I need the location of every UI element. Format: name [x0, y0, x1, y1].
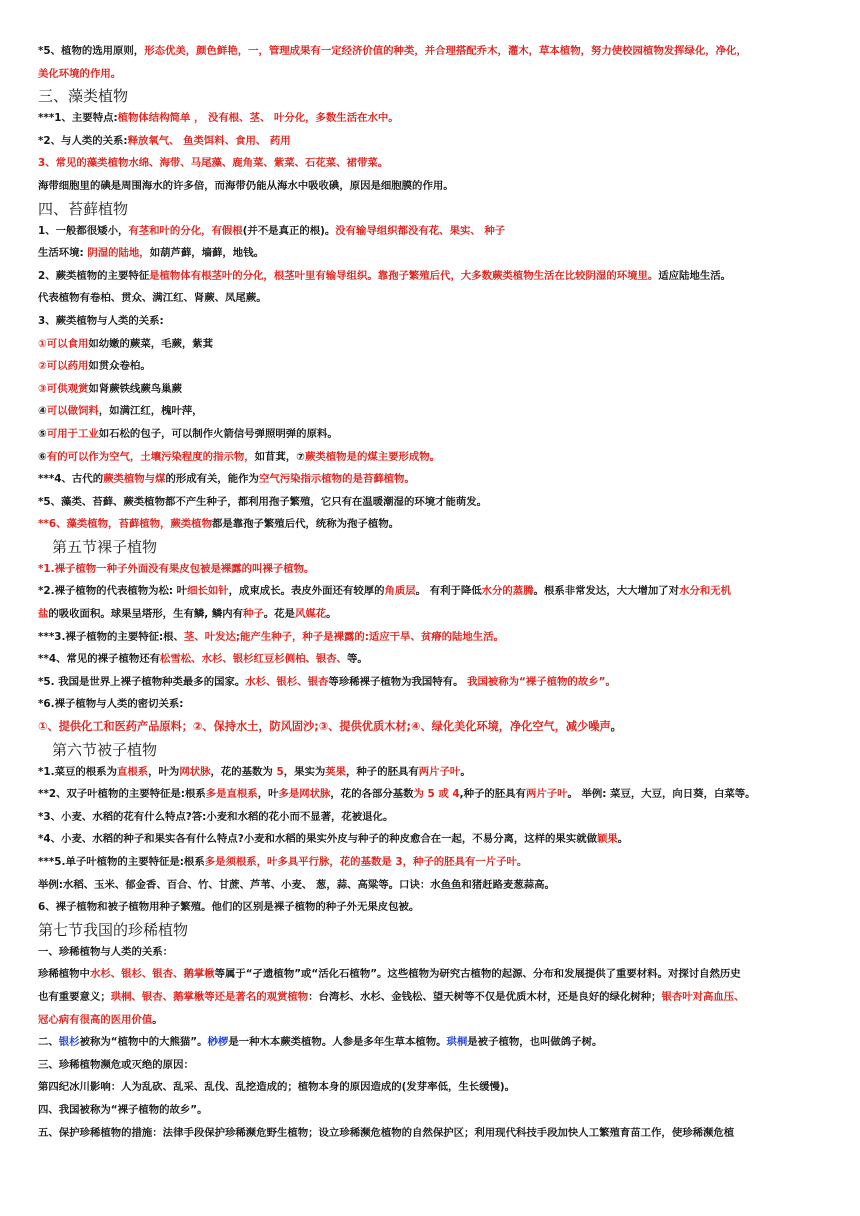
highlight-red-text: 水分的蒸腾 — [481, 585, 534, 598]
highlight-red-text: 银杏叶对高血压、 — [661, 990, 745, 1003]
text-line — [38, 378, 818, 401]
text-line — [38, 851, 818, 874]
plain-text: ，成束成长。表皮外面还有较厚的 — [228, 585, 385, 598]
text-line — [38, 1031, 818, 1054]
plain-text: *2、与人类的关系: — [38, 134, 128, 147]
plain-text: 。 举例: 菜豆，大豆，向日葵，白菜等。 — [567, 788, 756, 801]
plain-text: 等属于“孑遗植物”或“活化石植物”。这些植物为研究古植物的起源、分布和发展提供了重要材料。对探讨自然历史 — [214, 968, 741, 981]
highlight-red-text: 水杉、银杉、银杏、鹅掌楸 — [89, 968, 215, 981]
plain-text: ⑥ — [38, 450, 47, 463]
plain-text: ，如满江红，槐叶萍， — [98, 405, 203, 418]
text-line — [38, 63, 818, 86]
plain-text: 第七节我国的珍稀植物 — [38, 920, 189, 939]
highlight-red-text: 我国被称为“裸子植物的故乡”。 — [467, 675, 616, 688]
highlight-red-text: 空气污染指示植物的是苔藓植物。 — [258, 473, 415, 486]
highlight-red-text: 释放氧气、 鱼类饵料、食用、 药用 — [127, 134, 291, 147]
highlight-red-text: 水分和无机 — [679, 585, 732, 598]
text-line — [38, 400, 818, 423]
highlight-red-text: 有茎和叶的分化，有假根 — [128, 224, 243, 237]
text-line — [38, 963, 818, 986]
text-line — [38, 896, 818, 919]
highlight-red-text: ①、提供化工和医药产品原料；②、保持水土，防风固沙;③、提供优质木材;④、绿化美化环境，净化空气，减少噪声 — [38, 720, 611, 734]
plain-text: 五、保护珍稀植物的措施：法律手段保护珍稀濒危野生植物；设立珍稀濒危植物的自然保护区；利用现代科技手段加快人工繁殖育苗工作，使珍稀濒危植 — [38, 1126, 735, 1139]
document-body — [38, 40, 818, 1144]
plain-text: 等珍稀裸子植物为我国特有。 — [328, 675, 468, 688]
plain-text: 是被子植物，也叫做鸽子树。 — [467, 1036, 603, 1049]
highlight-red-text: 3、常见的藻类植物水绵、海带、马尾藻、鹿角菜、紫菜、石花菜、裙带菜。 — [38, 157, 389, 170]
plain-text: 三、藻类植物 — [38, 87, 129, 106]
plain-text: 3、蕨类植物与人类的关系: — [38, 314, 164, 327]
highlight-red-text: 可以做饲料 — [46, 405, 99, 418]
plain-text: 第五节裸子植物 — [52, 537, 158, 556]
plain-text: ，花的各部分基数 — [330, 788, 414, 801]
highlight-red-text: 颖果 — [597, 833, 618, 846]
highlight-red-text: 蕨类植物是的煤主要形成物。 — [305, 450, 441, 463]
plain-text: ，花的基数为 — [210, 765, 277, 778]
plain-text: *6.裸子植物与人类的密切关系: — [38, 698, 184, 711]
plain-text: ***3.裸子植物的主要特征:根、 — [38, 630, 184, 643]
plain-text: ：台湾杉、水杉、金钱松、望天树等不仅是优质木材，还是良好的绿化树种； — [308, 990, 662, 1003]
plain-text: 。 — [460, 765, 471, 778]
plain-text: ，果实为 — [283, 765, 326, 778]
plain-text: 珍稀植物中 — [38, 968, 90, 981]
plain-text: *5、藻类、苔藓、蕨类植物都不产生种子，都利用孢子繁殖，它只有在温暖潮湿的环境才能萌发。 — [38, 495, 488, 508]
plain-text: 如苜萁，⑦ — [254, 450, 305, 463]
plain-text: 。 — [610, 720, 622, 734]
text-line — [38, 220, 818, 243]
plain-text: *4、小麦、水稻的种子和果实各有什么特点?小麦和水稻的果实外皮与种子的种皮愈合在一起，不易分离，这样的果实就做 — [38, 833, 597, 846]
plain-text: *3、小麦、水稻的花有什么特点?答:小麦和水稻的花小而不显著，花被退化。 — [38, 810, 394, 823]
highlight-red-text: 种子 — [243, 608, 264, 621]
text-line — [38, 130, 818, 153]
text-line — [38, 783, 818, 806]
text-line — [38, 310, 818, 333]
highlight-red-text: 没有输导组织都没有花、果实、 种子 — [335, 224, 506, 237]
text-line — [38, 671, 818, 694]
plain-text: 6、裸子植物和被子植物用种子繁殖。他们的区别是裸子植物的种子外无果皮包被。 — [38, 901, 420, 914]
highlight-red-text: 是植物体有根茎叶的分化，根茎叶里有输导组织。靠孢子繁殖后代，大多数蕨类植物生活在比较阴湿的环境里。 — [149, 269, 659, 282]
text-line — [38, 107, 818, 130]
plain-text: 如石松的包子，可以制作火箭信号弹照明弹的原料。 — [98, 427, 338, 440]
plain-text: 三、珍稀植物濒危或灭绝的原因： — [38, 1058, 194, 1071]
text-line — [38, 1009, 818, 1032]
plain-text: 被称为“植物中的大熊猫”。 — [79, 1036, 208, 1049]
text-line — [38, 333, 818, 356]
text-line — [38, 175, 818, 198]
highlight-blue-text: 银杉 — [58, 1036, 80, 1049]
plain-text: 。 有利于降低 — [415, 585, 482, 598]
text-line — [38, 491, 818, 514]
highlight-red-text: 两片子叶 — [418, 765, 461, 778]
plain-text: 四、苔藓植物 — [38, 199, 129, 218]
plain-text: 都是靠孢子繁殖后代，统称为孢子植物。 — [211, 518, 399, 531]
plain-text: *1.菜豆的根系为 — [38, 765, 117, 778]
highlight-red-text: ①可以食用 — [38, 337, 89, 350]
highlight-red-text: 形态优美，颜色鲜艳，一，管理成果有一定经济价值的种类，并合理搭配乔木，灌木，草本植物，努力使校园植物发挥绿化，净化， — [144, 45, 747, 57]
highlight-red-text: 植物体结构简单 ， 没有根、茎、 叶分化，多数生活在水中。 — [117, 112, 399, 125]
text-line — [38, 1076, 818, 1099]
text-line — [38, 941, 818, 964]
plain-text: ，种子的胚具有 — [346, 765, 419, 778]
text-line — [38, 265, 818, 288]
text-line — [38, 242, 818, 265]
highlight-red-text: 两片子叶 — [525, 788, 568, 801]
highlight-red-text: 为 5 或 4 — [413, 788, 460, 801]
text-line — [38, 603, 818, 626]
plain-text: 。根系非常发达，大大增加了对 — [533, 585, 680, 598]
plain-text: 代表植物有卷柏、贯众、满江红、肾蕨、凤尾蕨。 — [38, 292, 267, 305]
section-heading — [38, 739, 818, 761]
highlight-red-text: 细长如针 — [187, 585, 229, 598]
plain-text: *2.裸子植物的代表植物为松: 叶 — [38, 585, 188, 598]
plain-text: ***4、古代的 — [38, 473, 104, 486]
text-line — [38, 558, 818, 581]
plain-text: 。 — [617, 833, 629, 846]
highlight-red-text: 多是网状脉 — [278, 788, 331, 801]
highlight-red-text: 直根系 — [116, 765, 149, 778]
text-line — [38, 513, 818, 536]
text-line — [38, 580, 818, 603]
text-line — [38, 693, 818, 716]
plain-text: 1、一般都很矮小， — [38, 224, 129, 237]
plain-text: 第六节被子植物 — [52, 740, 158, 759]
highlight-red-text: 可用于工业 — [46, 427, 99, 440]
plain-text: ④ — [38, 405, 47, 418]
highlight-red-text: 茎、叶发达;能产生种子，种子是裸露的:适应干旱、贫瘠的陆地生活。 — [183, 630, 504, 643]
plain-text: 也有重要意义； — [38, 990, 111, 1003]
text-line — [38, 716, 818, 739]
plain-text: 如葫芦藓，墙藓，地钱。 — [149, 247, 264, 260]
text-line — [38, 423, 818, 446]
plain-text: 。花是 — [263, 608, 295, 621]
plain-text: ***5.单子叶植物的主要特征是:根系 — [38, 856, 205, 868]
highlight-red-text: *1.裸子植物一种子外面没有果皮包被是裸露的叫裸子植物。 — [38, 562, 315, 575]
highlight-red-text: 多是须根系，叶多具平行脉，花的基数是 3，种子的胚具有一片子叶。 — [204, 856, 528, 868]
highlight-red-text: 冠心病有很高的医用价值 — [38, 1013, 153, 1026]
highlight-red-text: 水杉、银杉、银杏 — [245, 675, 329, 688]
plain-text: **4、常见的裸子植物还有 — [38, 653, 161, 666]
highlight-red-text: 风媒花 — [294, 608, 327, 621]
highlight-red-text: 有的可以作为空气，土壤污染程度的指示物， — [46, 450, 255, 463]
plain-text: 四、我国被称为“裸子植物的故乡”。 — [38, 1103, 208, 1116]
text-line — [38, 986, 818, 1009]
text-line — [38, 1099, 818, 1122]
highlight-blue-text: 珙桐 — [446, 1036, 468, 1049]
section-heading — [38, 536, 818, 558]
text-line — [38, 40, 818, 63]
text-line — [38, 1054, 818, 1077]
section-heading — [38, 198, 818, 220]
plain-text: 是一种木本蕨类植物。人参是多年生草本植物。 — [228, 1036, 447, 1049]
plain-text: 海带细胞里的碘是周围海水的许多倍，而海带仍能从海水中吸收碘，原因是细胞膜的作用。 — [38, 179, 454, 192]
text-line — [38, 287, 818, 310]
highlight-red-text: 网状脉 — [179, 765, 211, 778]
highlight-red-text: 5 — [276, 765, 284, 778]
plain-text: **2、双子叶植物的主要特征是:根系 — [38, 788, 206, 801]
highlight-red-text: **6、藻类植物，苔藓植物，蕨类植物 — [38, 518, 212, 531]
highlight-red-text: 多是直根系 — [205, 788, 258, 801]
plain-text: 的吸收面积。球果呈塔形，生有鳞, 鳞内有 — [48, 608, 243, 621]
text-line — [38, 446, 818, 469]
text-line — [38, 806, 818, 829]
plain-text: ,种子的胚具有 — [459, 788, 526, 801]
plain-text: 。 — [326, 608, 337, 621]
text-line — [38, 1122, 818, 1145]
plain-text: 如贯众卷柏。 — [88, 360, 151, 373]
highlight-red-text: 珙桐、银杏、鹅掌楸等还是著名的观赏植物 — [110, 990, 309, 1003]
text-line — [38, 648, 818, 671]
plain-text: 二、 — [38, 1036, 59, 1049]
plain-text: ，叶为 — [148, 765, 180, 778]
text-line — [38, 355, 818, 378]
highlight-red-text: 盐 — [38, 608, 49, 621]
highlight-red-text: ②可以药用 — [38, 360, 89, 373]
highlight-red-text: 荚果 — [325, 765, 347, 778]
highlight-red-text: ③可供观赏 — [38, 382, 89, 395]
text-line — [38, 874, 818, 897]
section-heading — [38, 919, 818, 941]
text-line — [38, 626, 818, 649]
plain-text: 。 — [152, 1013, 163, 1026]
highlight-red-text: 蕨类植物与煤 — [103, 473, 166, 486]
plain-text: ***1、主要特点: — [38, 112, 118, 125]
plain-text: 如肾蕨铁线蕨鸟巢蕨 — [88, 382, 182, 395]
highlight-blue-text: 桫椤 — [207, 1036, 229, 1049]
plain-text: ，叶 — [257, 788, 279, 801]
plain-text: *5、植物的选用原则， — [38, 45, 145, 57]
plain-text: ⑤ — [38, 427, 47, 440]
highlight-red-text: 角质层 — [384, 585, 416, 598]
text-line — [38, 468, 818, 491]
highlight-red-text: 阴湿的陆地， — [87, 247, 150, 260]
section-heading — [38, 85, 818, 107]
plain-text: 2、蕨类植物的主要特征 — [38, 269, 150, 282]
text-line — [38, 761, 818, 784]
plain-text: 等。 — [347, 653, 368, 666]
plain-text: (并不是真正的根)。 — [242, 224, 336, 237]
plain-text: 如幼嫩的蕨菜，毛蕨，紫萁 — [88, 337, 214, 350]
highlight-red-text: 松雪松、水杉、银杉红豆杉侧柏、银杏、 — [160, 653, 348, 666]
plain-text: 适应陆地生活。 — [658, 269, 732, 282]
text-line — [38, 828, 818, 851]
plain-text: 举例:水稻、玉米、郁金香、百合、竹、甘蔗、芦苇、小麦、 葱，蒜、高粱等。口诀：水鱼鱼和猪赶路麦葱蒜高。 — [38, 878, 555, 891]
plain-text: 第四纪冰川影响：人为乱砍、乱采、乱伐、乱挖造成的；植物本身的原因造成的(发芽率低，生长缓慢)。 — [38, 1081, 516, 1094]
highlight-red-text: 美化环境的作用。 — [38, 67, 122, 80]
plain-text: 一、珍稀植物与人类的关系： — [38, 945, 174, 958]
plain-text: *5. 我国是世界上裸子植物种类最多的国家。 — [38, 675, 246, 688]
text-line — [38, 152, 818, 175]
plain-text: 生活环境: — [38, 247, 88, 260]
plain-text: 的形成有关，能作为 — [165, 473, 259, 486]
